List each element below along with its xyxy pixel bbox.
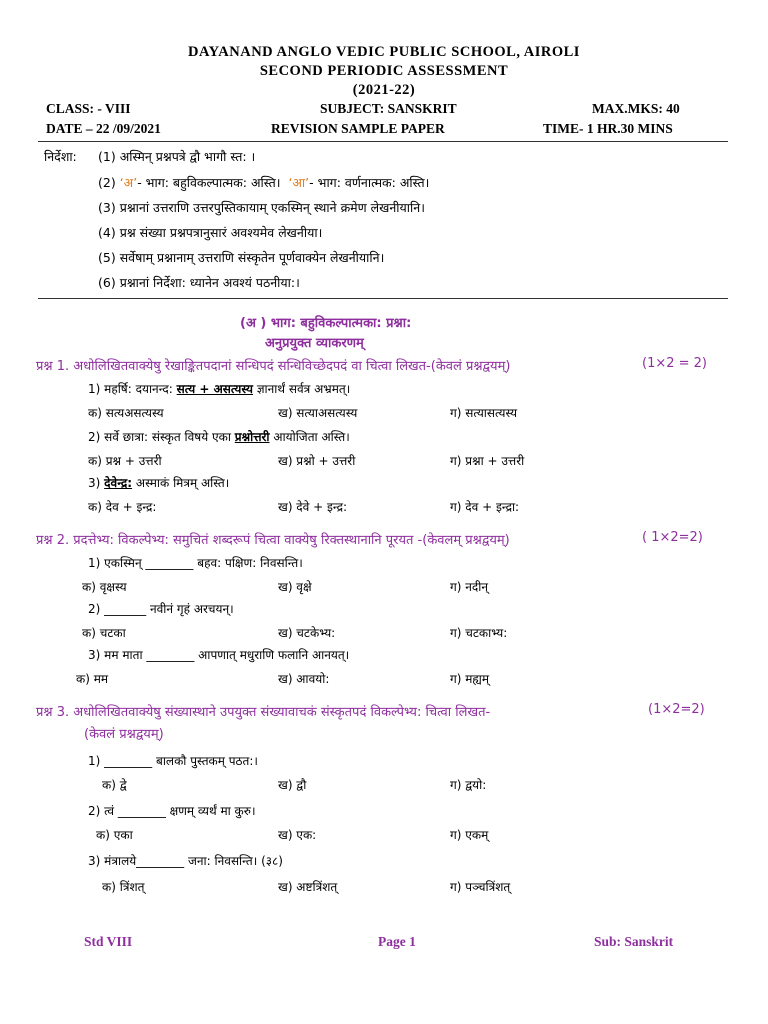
part-a-text: - भाग: बहुविकल्पात्मक: अस्ति। [137,175,281,190]
q2-sub-2 [88,600,234,617]
instructions-divider [38,298,728,299]
sub-text: मंत्रालये________ जना: निवसन्ति। (३८) [104,854,283,868]
option-ka: क) मम [76,672,109,686]
option-ka: क) त्रिंशत् [102,880,145,894]
option-ga: ग) द्वयो: [450,778,487,792]
option-ga: ग) सत्यासत्यस्य [450,406,518,420]
instruction-number: (3) [98,200,116,215]
option-ga: ग) प्रश्ना + उत्तरी [450,454,525,468]
header-divider [38,141,728,142]
sub-text-pre: सर्वे छात्रा: संस्कृत विषये एका [104,430,231,444]
option-kha: ख) एक: [278,828,317,842]
q3-sub-1 [88,752,258,769]
subject-label: SUBJECT: SANSKRIT [320,101,457,116]
sub-number: 1) [88,382,101,396]
footer-subject: Sub: Sanskrit [594,934,674,949]
sub-number: 2) [88,430,101,444]
instruction-text: अस्मिन् प्रश्नपत्रे द्वौ भागौ स्त: । [119,149,256,164]
option-ga: ग) मह्यम् [450,672,490,686]
option-ka: क) चटका [82,626,126,640]
option-ka: क) देव + इन्द्र: [88,500,157,514]
option-ga: ग) एकम् [450,828,489,842]
sub-number: 3) [88,854,101,868]
sub-text: ________ बालकौ पुस्तकम् पठत:। [104,754,258,768]
instruction-text: सर्वेषाम् प्रश्नानाम् उत्तराणि संस्कृतेन पूर्णवाक्येन लेखनीयानि। [119,250,385,265]
max-marks-label: MAX.MKS: 40 [592,101,680,116]
question-3-subtitle: (केवलं प्रश्नद्वयम्) [84,727,164,742]
instruction-text: प्रश्न संख्या प्रश्नपत्रानुसारं अवश्यमेव लेखनीया। [119,225,323,240]
sub-number: 1) [88,754,101,768]
sub-number: 3) [88,648,101,662]
instructions-label: निर्देशा: [44,149,77,164]
option-ka: क) प्रश्न + उत्तरी [88,454,162,468]
sub-number: 2) [88,804,101,818]
question-1-marks: (1×2 = 2) [642,356,708,371]
question-3-title: प्रश्न 3. अधोलिखितवाक्येषु संख्यास्थाने उपयुक्त संख्यावाचकं संस्कृतपदं विकल्पेभ्य: चित्वा लिखत- [36,705,491,720]
part-b-mark: ‘आ’ [288,175,310,190]
option-ka: क) एका [96,828,133,842]
question-1-title: प्रश्न 1. अधोलिखितवाक्येषु रेखाङ्कितपदानां सन्धिपदं सन्धिविच्छेदपदं वा चित्वा लिखत-(केवलं प्रश्नद्वयम्) [36,359,511,374]
sub-number: 1) [88,556,101,570]
class-label: CLASS: - VIII [46,101,131,116]
option-ka: क) द्वे [102,778,127,792]
option-kha: ख) चटकेभ्य: [278,626,336,640]
instruction-number: (2) [98,175,116,190]
footer-page-number: Page 1 [378,934,416,949]
instruction-number: (4) [98,225,116,240]
sub-text-pre: महर्षि: दयानन्द: [104,382,173,396]
sub-text: _______ नवीनं गृहं अरचयन्। [104,602,234,616]
instruction-number: (5) [98,250,116,265]
instruction-2 [98,174,429,191]
option-kha: ख) आवयो: [278,672,330,686]
instruction-5 [98,249,384,266]
part-b-text: - भाग: वर्णनात्मक: अस्ति। [309,175,430,190]
q3-sub-2 [88,802,256,819]
option-kha: ख) सत्याअसत्यस्य [278,406,358,420]
option-ka: क) सत्यअसत्यस्य [88,406,164,420]
instruction-1 [98,148,255,165]
instruction-6 [98,274,300,291]
underlined-word: सत्य + असत्यस्य [176,382,253,396]
paper-type-label: REVISION SAMPLE PAPER [271,121,445,136]
instruction-text: प्रश्नानां निर्देशा: ध्यानेन अवश्यं पठनीया:। [119,275,300,290]
academic-year: (2021-22) [352,82,416,98]
option-ga: ग) पञ्चत्रिंशत् [450,880,511,894]
sub-text: त्वं ________ क्षणम् व्यर्थं मा कुरु। [104,804,256,818]
instruction-3 [98,199,425,216]
option-kha: ख) प्रश्नो + उत्तरी [278,454,356,468]
sub-text: एकस्मिन् ________ बहव: पक्षिण: निवसन्ति। [104,556,303,570]
assessment-title: SECOND PERIODIC ASSESSMENT [259,63,509,79]
q1-sub-3 [88,474,229,491]
school-name: DAYANAND ANGLO VEDIC PUBLIC SCHOOL, AIROLI [188,44,580,60]
sub-text: मम माता ________ आपणात् मधुराणि फलानि आनयत्। [104,648,350,662]
underlined-word: प्रश्नोत्तरी [234,430,270,444]
option-ga: ग) देव + इन्द्रा: [450,500,520,514]
instruction-4 [98,224,322,241]
option-kha: ख) द्वौ [278,778,307,792]
sub-text-post: ज्ञानार्थं सर्वत्र अभ्रमत्। [256,382,351,396]
q2-sub-3 [88,646,349,663]
sub-text-post: आयोजिता अस्ति। [273,430,350,444]
option-ga: ग) चटकाभ्य: [450,626,508,640]
q3-sub-3 [88,852,283,869]
time-label: TIME- 1 HR.30 MINS [543,121,673,136]
date-label: DATE – 22 /09/2021 [46,121,161,136]
footer-class: Std VIII [84,934,133,949]
q1-sub-2 [88,428,350,445]
section-subtitle: अनुप्रयुक्त व्याकरणम् [265,336,364,351]
section-title: (अ ) भाग: बहुविकल्पात्मका: प्रश्ना: [240,316,412,331]
question-2-marks: ( 1×2=2) [642,530,703,545]
q2-sub-1 [88,554,303,571]
option-kha: ख) वृक्षे [278,580,312,594]
question-2-title: प्रश्न 2. प्रदत्तेभ्य: विकल्पेभ्य: समुचितं शब्दरूपं चित्वा वाक्येषु रिक्तस्थानानि पूरयत -(केवलम् प्रश्नद्वयम्) [36,533,510,548]
instruction-text: प्रश्नानां उत्तराणि उत्तरपुस्तिकायाम् एकस्मिन् स्थाने क्रमेण लेखनीयानि। [119,200,425,215]
q1-sub-1 [88,380,350,397]
part-a-mark: ‘अ’ [119,175,138,190]
sub-number: 2) [88,602,101,616]
underlined-word: देवेन्द्र: [104,476,133,490]
sub-text-post: अस्माकं मित्रम् अस्ति। [135,476,230,490]
instruction-number: (6) [98,275,116,290]
option-kha: ख) देवे + इन्द्र: [278,500,348,514]
sub-number: 3) [88,476,101,490]
question-3-marks: (1×2=2) [648,702,705,717]
option-ka: क) वृक्षस्य [82,580,127,594]
option-kha: ख) अष्टत्रिंशत् [278,880,338,894]
option-ga: ग) नदीन् [450,580,489,594]
instruction-number: (1) [98,149,116,164]
